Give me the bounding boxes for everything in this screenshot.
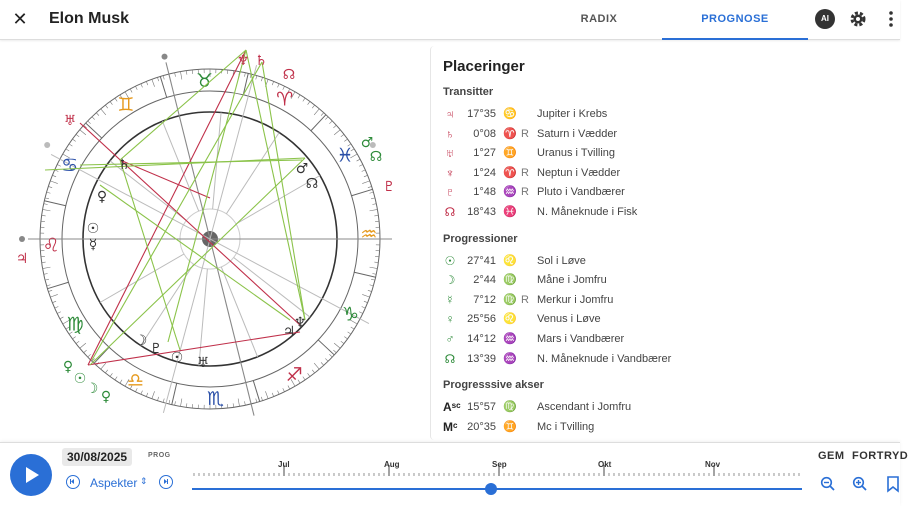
placement-text: Sol i Løve [537, 254, 586, 267]
play-button[interactable] [10, 454, 52, 496]
placement-row[interactable] [431, 351, 891, 369]
degree-value: 15°57 [467, 401, 496, 414]
degree-tick [278, 391, 280, 395]
zodiac-sign-icon: ♉ [195, 70, 213, 93]
degree-tick [44, 274, 48, 275]
degree-tick [272, 81, 273, 85]
retrograde-marker: R [521, 127, 529, 140]
degree-tick [265, 391, 268, 399]
planet-glyph-icon: ☉ [444, 253, 456, 268]
degree-tick [334, 130, 340, 135]
section-title: Progressioner [443, 232, 518, 245]
placement-row[interactable] [431, 145, 891, 163]
degree-tick [152, 391, 155, 399]
degree-tick [44, 204, 48, 205]
degree-value: 18°43 [467, 206, 496, 218]
degree-tick [370, 192, 374, 193]
degree-tick [76, 341, 79, 343]
degree-tick [105, 370, 107, 373]
degree-tick [256, 399, 257, 403]
play-icon [26, 467, 39, 483]
degree-tick [130, 89, 132, 93]
close-icon[interactable]: ✕ [12, 9, 28, 29]
degree-tick [101, 109, 106, 115]
placement-row[interactable] [431, 311, 891, 329]
degree-tick [92, 117, 95, 120]
placement-row[interactable] [431, 253, 891, 271]
degree-tick [50, 294, 58, 297]
degree-tick [329, 121, 332, 124]
degree-tick [333, 125, 336, 128]
degree-tick [333, 350, 336, 353]
degree-tick [233, 403, 234, 407]
degree-tick [47, 192, 51, 193]
degree-tick [261, 397, 262, 401]
degree-tick [341, 341, 344, 343]
degree-value: 1°27 [473, 147, 496, 160]
degree-tick [303, 98, 305, 101]
planet-glyph-icon: ♄ [445, 126, 455, 141]
degree-tick [66, 149, 69, 151]
degree-tick [96, 113, 99, 116]
planet-glyph-icon: ☊ [444, 205, 456, 219]
placement-row[interactable] [431, 106, 891, 124]
degree-tick [329, 354, 332, 357]
degree-value: 7°12 [473, 293, 496, 306]
planet-glyph-icon: ♀ [96, 189, 108, 205]
degree-tick [368, 290, 372, 291]
placement-row[interactable] [431, 165, 891, 183]
planet-glyph-icon: ♀ [445, 312, 455, 327]
degree-tick [308, 373, 310, 376]
zodiac-sign-icon: ♍ [503, 274, 517, 287]
axis-arrow [19, 236, 25, 242]
degree-tick [359, 312, 363, 314]
aspects-select[interactable]: Aspekter [90, 476, 138, 490]
degree-tick [364, 175, 368, 176]
degree-tick [362, 170, 366, 172]
degree-tick [256, 76, 257, 80]
planet-glyph-icon: ♀ [100, 389, 112, 405]
planet-glyph-icon: ♅ [445, 146, 455, 161]
degree-tick [370, 285, 374, 286]
degree-tick [110, 101, 112, 104]
step-back-icon[interactable] [66, 475, 80, 489]
zodiac-sign-icon: ♒ [360, 223, 378, 246]
chart-wheel-area [0, 41, 430, 441]
degree-tick [371, 279, 375, 280]
planet-glyph-icon: ♆ [236, 53, 250, 69]
degree-tick [374, 262, 378, 263]
axis-arrow [44, 142, 50, 148]
degree-tick [283, 388, 285, 392]
degree-value: 1°48 [473, 186, 496, 199]
degree-tick [135, 86, 137, 90]
degree-value: 14°12 [467, 333, 496, 345]
degree-tick [308, 101, 310, 104]
degree-tick [157, 397, 158, 401]
degree-tick [69, 144, 72, 146]
degree-tick [362, 294, 370, 297]
planet-glyph-icon: ♇ [445, 185, 455, 200]
degree-tick [146, 393, 147, 397]
month-label: Aug [384, 460, 400, 469]
zodiac-sign-icon: ♈ [276, 88, 294, 111]
degree-tick [76, 134, 79, 136]
degree-tick [141, 84, 143, 88]
zodiac-sign-icon: ♌ [42, 234, 60, 257]
placement-row[interactable] [431, 419, 891, 437]
degree-tick [334, 343, 340, 348]
month-label: Okt [598, 460, 612, 469]
degree-value: 20°35 [467, 420, 496, 433]
degree-tick [50, 181, 58, 184]
house-cusp [100, 254, 184, 303]
planet-glyph-icon: ♆ [293, 315, 307, 331]
planet-glyph-icon: ☉ [170, 350, 184, 366]
degree-tick [48, 186, 52, 187]
degree-tick [370, 209, 378, 210]
section-title: Progresssive akser [443, 379, 544, 392]
zodiac-sign-icon: ♎ [126, 369, 144, 392]
degree-tick [351, 327, 354, 329]
house-cusp [226, 132, 279, 213]
degree-tick [80, 130, 86, 135]
degree-tick [186, 403, 187, 407]
placement-text: Jupiter i Krebs [537, 108, 608, 120]
sign-divider [354, 272, 375, 277]
gear-icon[interactable] [848, 9, 868, 29]
aspect-line [120, 160, 180, 350]
placement-text: Merkur i Jomfru [537, 293, 614, 306]
retrograde-marker: R [521, 166, 529, 179]
planet-glyph-icon: ☽ [85, 381, 99, 397]
zodiac-sign-icon: ♌ [503, 313, 517, 326]
degree-tick [43, 267, 51, 268]
degree-tick [372, 204, 376, 205]
page-title: Elon Musk [49, 10, 130, 27]
bookmark-icon[interactable] [886, 476, 900, 492]
degree-tick [52, 301, 56, 302]
degree-tick [55, 307, 59, 309]
zoom-in-icon[interactable] [852, 476, 868, 492]
degree-tick [321, 362, 324, 365]
degree-tick [163, 399, 164, 403]
zodiac-sign-icon: ♐ [285, 363, 303, 386]
planet-glyph-icon: ♇ [149, 341, 163, 357]
sign-divider [243, 73, 248, 94]
degree-value: 2°44 [473, 274, 496, 287]
degree-tick [245, 73, 246, 77]
placement-text: Pluto i Vandbærer [537, 186, 625, 199]
sign-divider [172, 383, 177, 404]
zodiac-sign-icon: ♍ [503, 293, 517, 306]
zodiac-sign-icon: ♋ [61, 154, 79, 177]
degree-value: 13°39 [467, 352, 496, 365]
placement-text: Måne i Jomfru [537, 274, 607, 287]
zodiac-sign-icon: ♊ [117, 94, 135, 117]
degree-tick [314, 109, 319, 115]
axis-arrow [162, 54, 168, 60]
degree-tick [288, 386, 290, 390]
degree-tick [364, 301, 368, 302]
degree-value: 25°56 [467, 313, 496, 326]
zodiac-sign-icon: ♏ [207, 387, 225, 410]
planet-glyph-icon: ♂ [360, 135, 374, 151]
aspect-line [120, 50, 246, 160]
zodiac-sign-icon: ♈ [503, 166, 517, 179]
degree-tick [370, 267, 378, 268]
degree-tick [45, 279, 49, 280]
placement-row[interactable] [431, 292, 891, 310]
degree-tick [368, 186, 372, 187]
zodiac-sign-icon: ♊ [503, 147, 517, 160]
degree-tick [175, 401, 176, 405]
planet-glyph-icon: ♅ [63, 113, 77, 129]
degree-tick [312, 370, 314, 373]
step-forward-icon[interactable] [159, 475, 173, 489]
save-button[interactable]: GEM [818, 450, 845, 462]
degree-value: 0°08 [473, 127, 496, 140]
sign-divider [352, 189, 373, 195]
sign-divider [160, 76, 166, 97]
degree-tick [57, 312, 61, 314]
planet-glyph-icon: Mᶜ [443, 419, 458, 434]
house-cusp [162, 121, 198, 211]
degree-tick [180, 399, 181, 407]
degree-tick [42, 262, 46, 263]
sign-divider [311, 115, 326, 131]
placements-panel [430, 46, 895, 440]
date-field[interactable]: 30/08/2025 [62, 448, 132, 466]
degree-tick [321, 113, 324, 116]
house-cusp [199, 269, 207, 366]
tab-radix[interactable]: RADIX [580, 13, 618, 25]
planet-glyph-icon: ☊ [282, 67, 296, 83]
planet-glyph-icon: ♀ [62, 359, 74, 375]
degree-tick [298, 95, 300, 98]
planet-glyph-icon: ♇ [382, 179, 396, 195]
degree-tick [88, 121, 91, 124]
degree-tick [325, 117, 328, 120]
placement-text: N. Måneknude i Vandbærer [537, 352, 672, 365]
degree-tick [362, 181, 370, 184]
degree-tick [357, 159, 361, 161]
placement-text: Venus i Løve [537, 313, 601, 326]
undo-button[interactable]: FORTRYD [852, 450, 908, 462]
placement-text: Mars i Vandbærer [537, 333, 625, 345]
zodiac-sign-icon: ♒ [503, 186, 517, 199]
zodiac-sign-icon: ♒ [503, 352, 517, 365]
degree-tick [169, 400, 170, 404]
degree-tick [261, 77, 262, 81]
zodiac-sign-icon: ♑ [341, 303, 359, 326]
planet-glyph-icon: ♄ [117, 157, 131, 173]
degree-tick [344, 337, 347, 339]
prog-label: PROG [148, 452, 171, 459]
zodiac-sign-icon: ♈ [503, 127, 517, 140]
zodiac-sign-icon: ♓ [503, 206, 517, 218]
month-label: Jul [278, 460, 290, 469]
retrograde-marker: R [521, 293, 529, 306]
degree-tick [48, 290, 52, 291]
planet-glyph-icon: ☉ [73, 371, 87, 387]
degree-tick [55, 170, 59, 172]
degree-tick [157, 77, 158, 81]
planet-glyph-icon: ☊ [369, 149, 383, 165]
degree-tick [374, 215, 378, 216]
degree-tick [101, 363, 106, 369]
placement-text: Mc i Tvilling [537, 420, 595, 433]
degree-tick [238, 399, 239, 407]
zodiac-sign-icon: ♋ [503, 108, 517, 120]
degree-tick [120, 380, 122, 383]
degree-tick [278, 84, 280, 88]
degree-tick [45, 198, 49, 199]
panel-title: Placeringer [443, 58, 525, 75]
timeline-bar [0, 442, 908, 506]
chevron-updown-icon: ⇕ [140, 476, 148, 486]
degree-tick [314, 363, 319, 369]
degree-value: 17°35 [467, 108, 496, 120]
retrograde-marker: R [521, 186, 529, 199]
placement-text: Uranus i Tvilling [537, 147, 616, 160]
degree-tick [372, 274, 376, 275]
timeline-thumb[interactable] [485, 483, 497, 495]
degree-value: 1°24 [473, 166, 496, 179]
zoom-out-icon[interactable] [820, 476, 836, 492]
planet-glyph-icon: ♂ [295, 161, 309, 177]
degree-tick [42, 215, 46, 216]
degree-tick [344, 139, 347, 141]
placement-row[interactable] [431, 272, 891, 290]
zodiac-sign-icon: ♍ [66, 313, 84, 336]
aspect-line [100, 185, 290, 320]
degree-tick [52, 175, 56, 176]
degree-tick [163, 76, 164, 80]
degree-tick [152, 79, 155, 87]
zodiac-sign-icon: ♊ [503, 420, 517, 433]
degree-tick [60, 317, 64, 319]
placement-text: N. Måneknude i Fisk [537, 206, 638, 218]
planet-glyph-icon: ♂ [445, 332, 455, 346]
zodiac-sign-icon: ♍ [503, 401, 517, 414]
planet-glyph-icon: ☽ [444, 273, 456, 288]
house-cusp [234, 257, 310, 317]
month-label: Sep [492, 460, 507, 469]
degree-tick [43, 209, 51, 210]
placement-text: Ascendant i Jomfru [537, 401, 632, 414]
placement-row[interactable] [431, 184, 891, 202]
placement-text: Neptun i Vædder [537, 166, 621, 179]
sign-divider [318, 340, 334, 355]
planet-glyph-icon: ☿ [88, 237, 98, 253]
degree-tick [303, 377, 305, 380]
degree-value: 27°41 [467, 254, 496, 267]
section-title: Transitter [443, 86, 494, 98]
degree-tick [272, 393, 273, 397]
planet-glyph-icon: ♃ [445, 107, 455, 121]
degree-tick [180, 72, 181, 80]
sign-divider [44, 201, 65, 206]
planet-glyph-icon: ☊ [305, 176, 319, 192]
zodiac-sign-icon: ♌ [503, 254, 517, 267]
degree-tick [341, 134, 344, 136]
month-label: Nov [705, 460, 721, 469]
degree-tick [348, 332, 351, 334]
degree-tick [245, 401, 246, 405]
placement-row[interactable] [431, 204, 891, 222]
sign-divider [253, 381, 259, 402]
more-options-icon[interactable] [884, 9, 898, 29]
placement-row[interactable] [431, 331, 891, 349]
timeline[interactable] [192, 457, 804, 497]
degree-tick [80, 343, 86, 348]
degree-tick [371, 198, 375, 199]
degree-tick [105, 105, 107, 108]
degree-tick [72, 139, 75, 141]
degree-tick [72, 337, 75, 339]
degree-tick [312, 105, 314, 108]
tab-prognose[interactable]: PROGNOSE [662, 0, 808, 40]
degree-tick [146, 81, 147, 85]
planet-glyph-icon: ♃ [15, 251, 29, 267]
astrology-wheel [0, 41, 430, 441]
zodiac-sign-icon: ♒ [503, 333, 517, 345]
planet-glyph-icon: ☊ [444, 351, 456, 366]
placement-text: Saturn i Vædder [537, 127, 618, 140]
degree-tick [47, 285, 51, 286]
degree-tick [186, 71, 187, 75]
planet-glyph-icon: ♅ [196, 355, 210, 371]
top-bar [0, 0, 900, 40]
degree-tick [115, 377, 117, 380]
sign-divider [47, 282, 68, 288]
degree-tick [359, 164, 363, 166]
planet-glyph-icon: ♄ [254, 53, 268, 69]
planet-glyph-icon: ☿ [445, 292, 455, 307]
ai-icon[interactable]: AI [815, 9, 835, 29]
planet-glyph-icon: ☉ [86, 221, 100, 237]
zodiac-sign-icon: ♓ [336, 144, 354, 167]
degree-tick [84, 350, 87, 353]
placement-row[interactable] [431, 399, 891, 417]
planet-glyph-icon: ♃ [282, 324, 296, 340]
planet-glyph-icon: ☽ [134, 333, 148, 349]
planet-glyph-icon: ♆ [445, 165, 455, 180]
degree-tick [175, 73, 176, 77]
timeline-track[interactable] [192, 488, 802, 490]
degree-tick [325, 358, 328, 361]
aspect-line [45, 158, 305, 170]
placement-row[interactable] [431, 126, 891, 144]
degree-tick [110, 373, 112, 376]
planet-glyph-icon: Aˢᶜ [443, 400, 461, 415]
degree-tick [88, 354, 91, 357]
degree-tick [362, 307, 366, 309]
